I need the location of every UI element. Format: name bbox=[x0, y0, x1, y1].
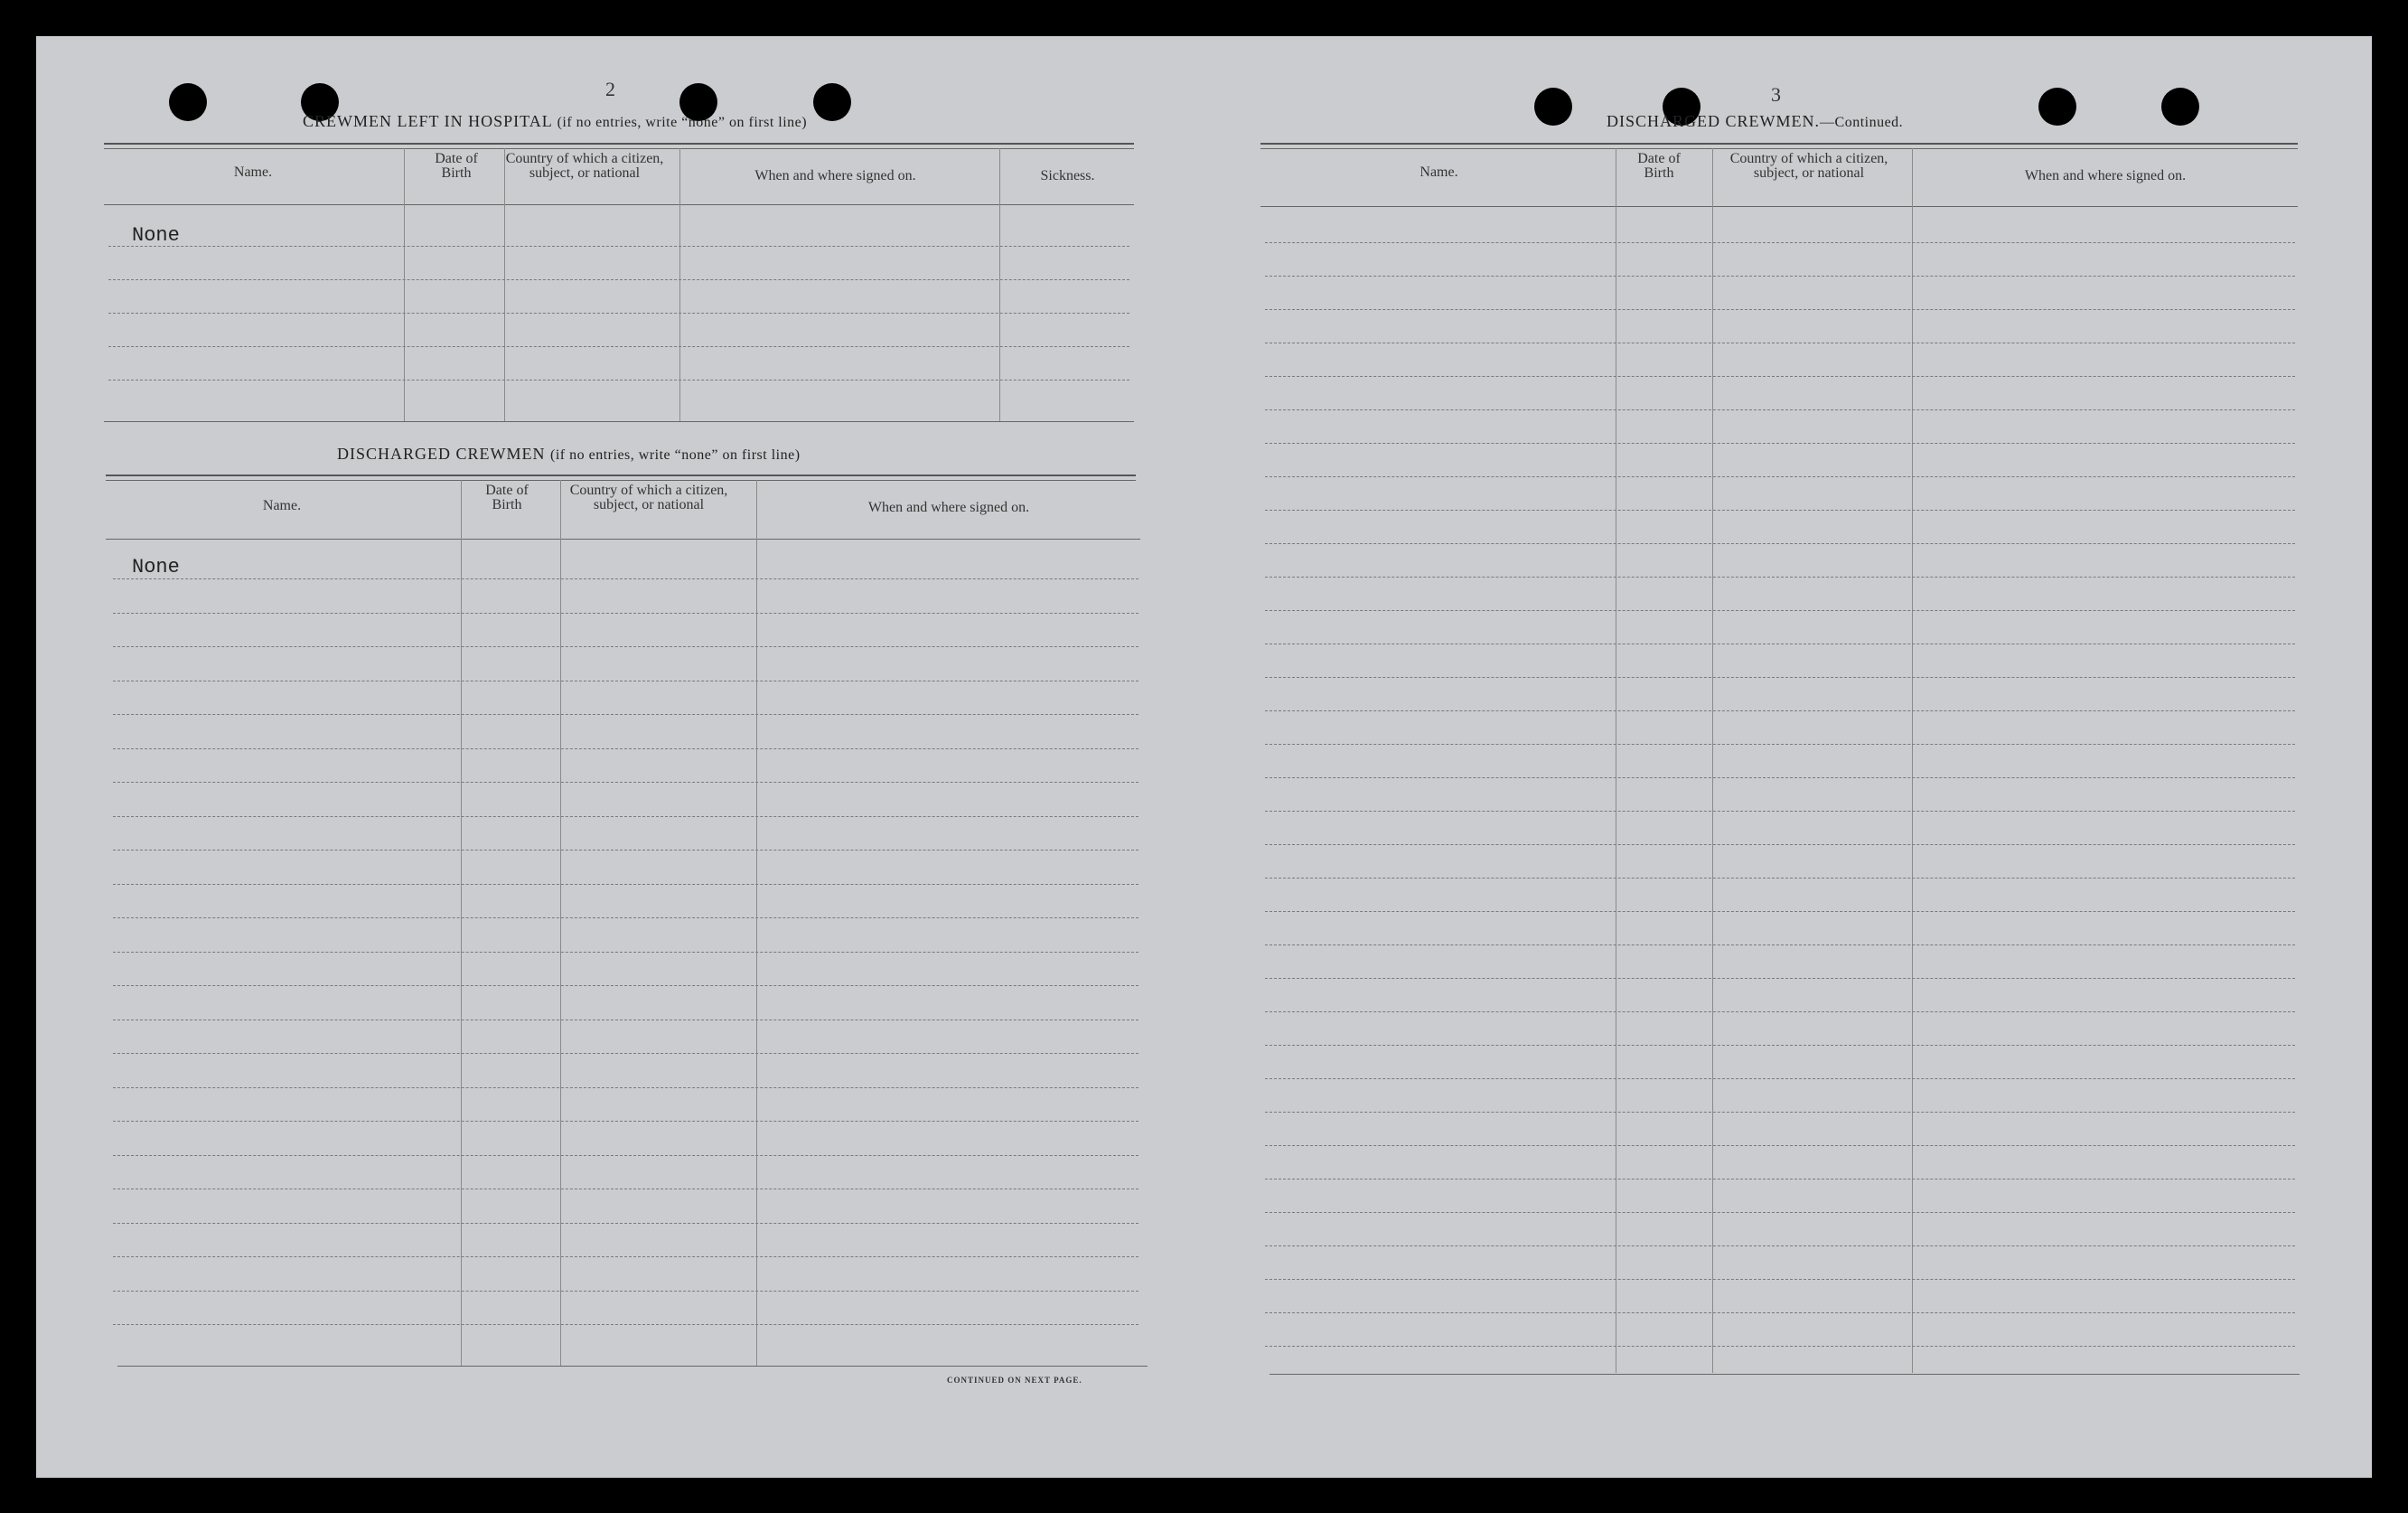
header-rule bbox=[1260, 206, 2298, 207]
ruled-line bbox=[1265, 1346, 2295, 1347]
ruled-line bbox=[1265, 577, 2295, 578]
ruled-line bbox=[1265, 1145, 2295, 1146]
page-number: 2 bbox=[605, 78, 615, 100]
discharged-title-text: DISCHARGED CREWMEN bbox=[337, 445, 546, 463]
ruled-line bbox=[113, 1324, 1138, 1325]
ruled-line bbox=[1265, 944, 2295, 945]
ruled-line bbox=[113, 1223, 1138, 1224]
header-rule bbox=[106, 539, 1140, 540]
col-header-name: Name. bbox=[1420, 164, 1458, 180]
punch-hole bbox=[169, 83, 207, 121]
rule bbox=[117, 1366, 1148, 1367]
ruled-line bbox=[113, 1053, 1138, 1054]
document-sheet bbox=[36, 36, 2372, 1478]
ruled-line bbox=[113, 748, 1138, 749]
col-header-name: Name. bbox=[233, 164, 273, 180]
ruled-line bbox=[1265, 476, 2295, 477]
discharged-section-title bbox=[337, 445, 801, 464]
ruled-line bbox=[1265, 811, 2295, 812]
ruled-line bbox=[1265, 610, 2295, 611]
ruled-line bbox=[1265, 777, 2295, 778]
col-header-sickness: Sickness. bbox=[1040, 168, 1095, 183]
punch-hole bbox=[2038, 88, 2076, 126]
rule bbox=[104, 421, 1134, 422]
rule bbox=[1260, 148, 2298, 149]
ruled-line bbox=[1265, 744, 2295, 745]
ruled-line bbox=[1265, 1245, 2295, 1246]
ruled-line bbox=[1265, 1212, 2295, 1213]
punch-hole bbox=[2161, 88, 2199, 126]
col-header-country: Country of which a citizen, subject, or national bbox=[505, 151, 664, 181]
ruled-line bbox=[108, 380, 1129, 381]
ruled-line bbox=[113, 646, 1138, 647]
ruled-line bbox=[108, 346, 1129, 347]
ruled-line bbox=[113, 884, 1138, 885]
ruled-line bbox=[113, 1121, 1138, 1122]
ruled-line bbox=[1265, 543, 2295, 544]
hospital-section-title bbox=[303, 112, 807, 131]
ruled-line bbox=[1265, 1279, 2295, 1280]
ruled-line bbox=[1265, 878, 2295, 879]
hospital-title-text: CREWMEN LEFT IN HOSPITAL bbox=[303, 112, 553, 130]
ruled-line bbox=[1265, 1112, 2295, 1113]
col-header-signed-on: When and where signed on. bbox=[867, 500, 1030, 515]
ruled-line bbox=[1265, 911, 2295, 912]
ruled-line bbox=[1265, 978, 2295, 979]
col-header-signed-on: When and where signed on. bbox=[754, 168, 916, 183]
col-header-country: Country of which a citizen, subject, or national bbox=[569, 483, 728, 512]
ruled-line bbox=[113, 578, 1138, 579]
discharged-instruction: (if no entries, write “none” on first line) bbox=[550, 447, 801, 463]
hospital-instruction: (if no entries, write “none” on first line) bbox=[557, 115, 808, 130]
ruled-line bbox=[1265, 677, 2295, 678]
page-number: 3 bbox=[1771, 83, 1781, 106]
ruled-line bbox=[113, 782, 1138, 783]
hospital-first-entry: None bbox=[132, 224, 180, 247]
ruled-line bbox=[113, 714, 1138, 715]
col-header-dob: Date of Birth bbox=[1637, 151, 1681, 181]
col-header-dob: Date of Birth bbox=[485, 483, 529, 512]
ruled-line bbox=[113, 1087, 1138, 1088]
ruled-line bbox=[1265, 710, 2295, 711]
ruled-line bbox=[113, 1155, 1138, 1156]
rule bbox=[106, 480, 1136, 481]
ruled-line bbox=[108, 279, 1129, 280]
ruled-line bbox=[1265, 376, 2295, 377]
ruled-line bbox=[1265, 409, 2295, 410]
ruled-line bbox=[1265, 1078, 2295, 1079]
col-header-name: Name. bbox=[262, 498, 302, 513]
ruled-line bbox=[1265, 1312, 2295, 1313]
continued-title-suffix: —Continued. bbox=[1820, 115, 1904, 130]
header-rule bbox=[104, 204, 1134, 205]
ruled-line bbox=[1265, 276, 2295, 277]
ruled-line bbox=[1265, 1045, 2295, 1046]
ruled-line bbox=[113, 1256, 1138, 1257]
ruled-line bbox=[1265, 844, 2295, 845]
ruled-line bbox=[1265, 510, 2295, 511]
continued-footer: CONTINUED ON NEXT PAGE. bbox=[947, 1376, 1082, 1385]
discharged-first-entry: None bbox=[132, 556, 180, 578]
rule bbox=[106, 475, 1136, 476]
ruled-line bbox=[108, 246, 1129, 247]
ruled-line bbox=[113, 816, 1138, 817]
continued-section-title bbox=[1607, 112, 1903, 131]
col-header-dob: Date of Birth bbox=[435, 151, 478, 181]
ruled-line bbox=[113, 952, 1138, 953]
ruled-line bbox=[113, 917, 1138, 918]
ruled-line bbox=[108, 313, 1129, 314]
ruled-line bbox=[113, 613, 1138, 614]
punch-hole bbox=[813, 83, 851, 121]
col-header-country: Country of which a citizen, subject, or national bbox=[1729, 151, 1888, 181]
continued-title-text: DISCHARGED CREWMEN. bbox=[1607, 112, 1821, 130]
col-header-signed-on: When and where signed on. bbox=[2024, 168, 2187, 183]
ruled-line bbox=[113, 1291, 1138, 1292]
column-divider bbox=[1712, 148, 1713, 1373]
rule bbox=[1270, 1374, 2300, 1375]
column-divider bbox=[1912, 148, 1913, 1373]
punch-hole bbox=[1534, 88, 1572, 126]
ruled-line bbox=[1265, 443, 2295, 444]
ruled-line bbox=[1265, 242, 2295, 243]
rule bbox=[104, 148, 1134, 149]
rule bbox=[104, 143, 1134, 145]
rule bbox=[1260, 143, 2298, 145]
ruled-line bbox=[113, 985, 1138, 986]
ruled-line bbox=[1265, 1011, 2295, 1012]
ruled-line bbox=[1265, 309, 2295, 310]
